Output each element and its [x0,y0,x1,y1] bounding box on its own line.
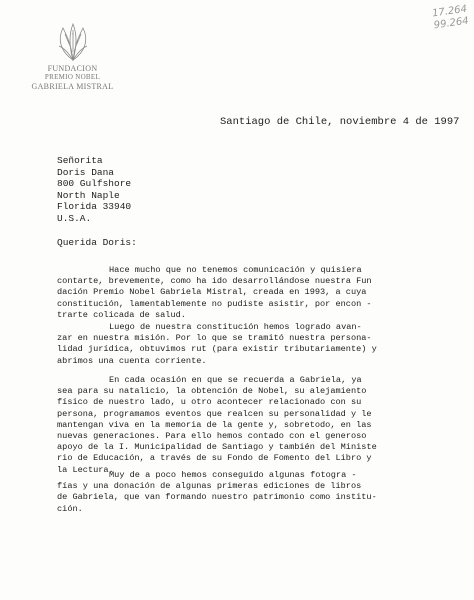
address-line: U.S.A. [57,212,92,224]
archive-number [432,4,470,33]
paragraph-line: de Gabriela, que van formando nuestro patrimonio como institu- [57,492,377,503]
archive-number-line1: 17.264 [431,3,468,20]
paragraph-line: Hace mucho que no tenemos comunicación y quisiera [109,265,362,275]
letterhead [20,22,125,91]
paragraph-line: trarte colicada de salud. [57,309,186,320]
paragraph-line: Luego de nuestra constitución hemos logrado avan- [109,322,362,332]
paragraph-line: rio de Educación, a través de su Fondo de Fomento del Libro y [57,453,372,464]
paragraph-line: zar en nuestra misión. Por lo que se tramitó nuestra persona- [57,333,372,344]
paragraph-line: En cada ocasión en que se recuerda a Gabriela, ya [109,375,362,385]
paragraph-line: ción. [57,503,83,514]
foundation-name-line2: PREMIO NOBEL [44,73,101,81]
recipient-address [57,155,131,224]
paragraph-line: nuevas generaciones. Para ello hemos contado con el generoso [57,431,367,442]
paragraph-line: físico de nuestro lado, u otro acontecer relacionado con su [57,397,362,408]
paragraph-1 [57,265,440,321]
paragraph-line: constitución, lamentablemente no pudiste asistir, por encon - [57,298,372,309]
paragraph-3 [57,375,440,476]
leaf-emblem-icon [51,22,95,62]
address-line: North Naple [57,189,120,201]
foundation-name-line1: FUNDACION [47,64,98,73]
paragraph-line: lidad jurídica, obtuvimos rut (para existir tributariamente) y [57,344,377,355]
address-line: Señorita [57,155,103,166]
paragraph-line: persona, programamos eventos que realcen su personalidad y le [57,408,372,419]
paragraph-line: contarte, brevemente, como ha ido desarrollándose nuestra Fun [57,276,372,287]
foundation-name-line3: GABRIELA MISTRAL [31,82,114,91]
paragraph-line: fías y una donación de algunas primeras ediciones de libros [57,481,362,492]
paragraph-line: Muy de a poco hemos conseguido algunas fotogra - [109,470,357,480]
paragraph-2 [57,322,440,367]
paragraph-line: la Lectura. [57,464,114,475]
salutation: Querida Doris: [57,237,137,248]
archive-number-line2: 99.264 [433,15,470,32]
paragraph-line: abrimos una cuenta corriente. [57,355,207,366]
address-line: Florida 33940 [57,201,132,212]
paragraph-4 [57,470,440,515]
paragraph-line: mantengan viva en la memoria de la gente y, sobretodo, en las [57,419,372,430]
paragraph-line: sea para su natalicio, la obtención de Nobel, su alejamiento [57,386,367,397]
letter-date: Santiago de Chile, noviembre 4 de 1997 [220,116,460,128]
paragraph-line: dación Premio Nobel Gabriela Mistral, creada en 1993, a cuya [57,287,367,298]
address-line: Doris Dana [57,166,115,178]
address-line: 800 Gulfshore [57,178,132,189]
paragraph-line: apoyo de la I. Municipalidad de Santiago y también del Ministe [57,442,377,453]
